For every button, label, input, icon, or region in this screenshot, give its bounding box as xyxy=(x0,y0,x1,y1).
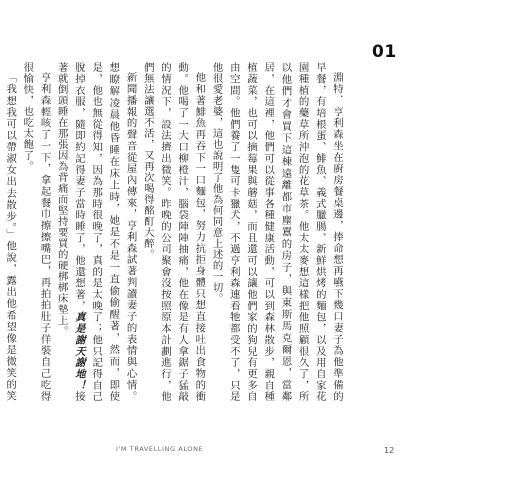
paragraph-3-before: 新聞播報的聲音從屋內傳來，亨利森試著判讀妻子的表情與心情。想瞭解凌晨他昏睡在床上時，她是不是一直偷偷醒著，然而，即使是，他也無從得知，因為那時很晚了，真的是太晚了；他只記得自己脫掉衣服，隨即約記得妻子當時睡了，他還想著， xyxy=(72,62,137,402)
paragraph-5: 「我想我可以帶淑女出去散步。」他說，露出他希望像是微笑的笑 xyxy=(4,72,17,402)
paragraph-1: 淵特．亨利森坐在廚房餐桌邊，捧命想再嚥下幾口妻子為他準備的早餐，有培根蛋、鯡魚、義式臘腸、新鮮烘烤的麵包，以及用自家花園種植的藥草所沖泡的花草茶。他太太麥想這樣把他照顧很久了，所以他們才會買下這棟遠離都市塵囂的房子，與東斯馬克爾恩，當鄰居，在這裡，他們可以從事各種健康活動，可以到森林散步，親自種植蔬菜，也可以摘莓果與蘑菇，而且還可以讓他們家的狗兒有更多自由空間。他們養了一隻可卡獵犬，不過亨利森連看牠都受不了，只是他很愛老婆，這也說明了他為何同意上述的一切。 xyxy=(210,62,343,402)
running-title: I'M TRAVELLING ALONE xyxy=(116,445,204,453)
emphasized-phrase: 真是謝天謝地！ xyxy=(72,311,85,392)
body-text xyxy=(0,62,345,402)
chapter-number: 01 xyxy=(372,42,397,62)
paragraph-3 xyxy=(53,62,139,402)
page-number: 12 xyxy=(384,446,395,455)
paragraph-2: 他和著鯡魚再吞下一口麵包，努力抗拒身體只想直接吐出食物的衝動。他喝了一大口柳橙汁，腦袋陣陣抽痛，他在像是有人拿鋸子猛敲的情況下，設法擠出微笑。昨晚的公司聚會沒按照原本計劃進行，他們無法讓選不活，又再次喝得酩酊大醉。 xyxy=(141,62,206,402)
paragraph-4: 亨利森輕咳了一下，拿起餐巾擦擦嘴巴，再拍拍肚子佯裝自己吃得很愉快，也吃太飽了。 xyxy=(21,62,51,402)
paragraph-3-after: 接著就倒頭睡在那張因為背痛而堅持要買的硬梆梆床墊上。 xyxy=(55,62,85,403)
